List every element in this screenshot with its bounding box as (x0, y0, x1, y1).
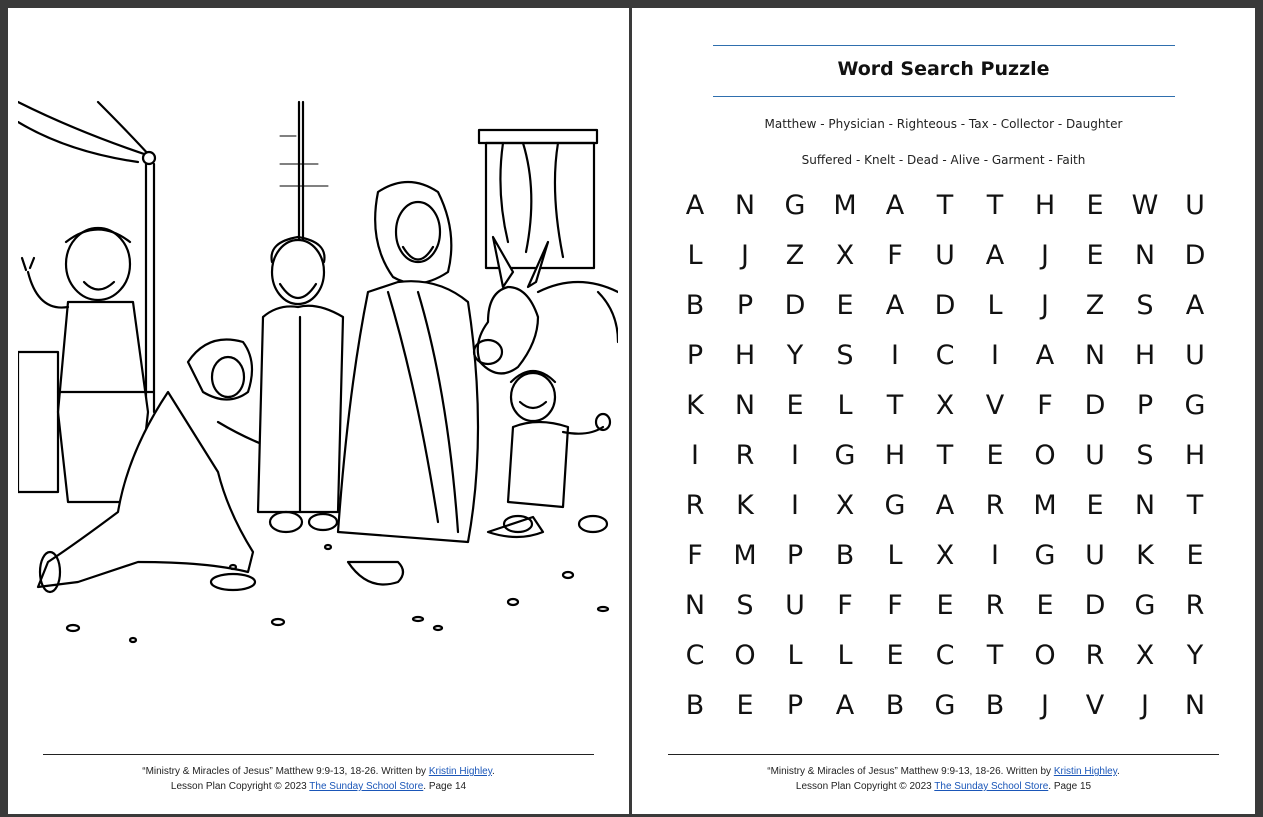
grid-letter: E (736, 689, 754, 721)
grid-letter: G (1134, 589, 1156, 621)
grid-letter: O (1034, 439, 1056, 471)
grid-letter: B (685, 289, 705, 321)
grid-letter: N (734, 389, 756, 421)
page-footer (632, 764, 1255, 794)
grid-letter: E (936, 589, 954, 621)
grid-letter: T (986, 639, 1004, 671)
grid-letter: R (685, 489, 705, 521)
grid-letter: P (1136, 389, 1154, 421)
grid-letter: Z (785, 239, 805, 271)
grid-letter: A (985, 239, 1005, 271)
grid-letter: G (1034, 539, 1056, 571)
grid-letter: N (1084, 339, 1106, 371)
grid-letter: K (736, 489, 754, 521)
footer-rule (668, 754, 1219, 755)
footer-text: . Page 15 (1048, 781, 1092, 792)
grid-letter: C (935, 339, 955, 371)
grid-letter: S (836, 339, 854, 371)
word-list-line-2: Suffered - Knelt - Dead - Alive - Garment - Faith (801, 153, 1086, 167)
grid-letter: G (834, 439, 856, 471)
grid-letter: F (887, 239, 903, 271)
grid-letter: T (1186, 489, 1204, 521)
grid-letter: S (1136, 439, 1154, 471)
grid-letter: T (936, 439, 954, 471)
grid-letter: F (1037, 389, 1053, 421)
footer-line-1 (8, 764, 629, 779)
word-list-line-1: Matthew - Physician - Righteous - Tax - Collector - Daughter (764, 117, 1123, 131)
grid-letter: G (784, 189, 806, 221)
grid-letter: I (991, 339, 999, 371)
footer-text: . (491, 766, 495, 777)
title-rule-bottom (713, 96, 1175, 97)
grid-letter: O (1034, 639, 1056, 671)
grid-letter: E (1086, 489, 1104, 521)
grid-letter: A (685, 189, 705, 221)
grid-letter: H (1184, 439, 1206, 471)
store-link[interactable]: The Sunday School Store (309, 781, 424, 792)
grid-letter: A (935, 489, 955, 521)
grid-letter: U (785, 589, 805, 621)
grid-letter: T (936, 189, 954, 221)
grid-letter: E (986, 439, 1004, 471)
right-page (632, 8, 1255, 814)
title-rule-top (713, 45, 1175, 46)
grid-letter: X (935, 539, 955, 571)
grid-letter: N (734, 189, 756, 221)
footer-text: Lesson Plan Copyright © 2023 (795, 781, 935, 792)
grid-letter: E (886, 639, 904, 671)
grid-letter: N (1184, 689, 1206, 721)
grid-letter: E (836, 289, 854, 321)
grid-letter: A (885, 189, 905, 221)
grid-letter: B (985, 689, 1005, 721)
footer-text: “Ministry & Miracles of Jesus” Matthew 9:9-13, 18-26. Written by (142, 766, 429, 777)
grid-letter: F (687, 539, 703, 571)
grid-letter: B (685, 689, 705, 721)
grid-letter: P (786, 539, 804, 571)
grid-letter: N (1134, 239, 1156, 271)
grid-letter: D (784, 289, 806, 321)
grid-letter: F (887, 589, 903, 621)
grid-letter: X (835, 489, 855, 521)
grid-letter: D (1084, 589, 1106, 621)
grid-letter: R (735, 439, 755, 471)
grid-letter: E (1086, 189, 1104, 221)
grid-letter: L (887, 539, 903, 571)
footer-text: . (1116, 766, 1120, 777)
grid-letter: T (986, 189, 1004, 221)
grid-letter: I (791, 439, 799, 471)
grid-letter: B (885, 689, 905, 721)
grid-letter: L (687, 239, 703, 271)
grid-letter: V (985, 389, 1005, 421)
grid-letter: U (1185, 189, 1205, 221)
grid-letter: W (1131, 189, 1159, 221)
footer-text: “Ministry & Miracles of Jesus” Matthew 9:9-13, 18-26. Written by (767, 766, 1054, 777)
grid-letter: H (734, 339, 756, 371)
grid-letter: I (991, 539, 999, 571)
grid-letter: R (985, 489, 1005, 521)
grid-letter: S (736, 589, 754, 621)
grid-letter: J (1041, 239, 1049, 271)
grid-letter: A (835, 689, 855, 721)
grid-letter: M (733, 539, 757, 571)
grid-letter: U (1085, 439, 1105, 471)
grid-letter: I (691, 439, 699, 471)
grid-letter: R (985, 589, 1005, 621)
grid-letter: V (1085, 689, 1105, 721)
left-page (8, 8, 629, 814)
grid-letter: A (1185, 289, 1205, 321)
grid-letter: P (786, 689, 804, 721)
grid-letter: C (935, 639, 955, 671)
grid-letter: E (1036, 589, 1054, 621)
grid-letter: E (1086, 239, 1104, 271)
grid-letter: J (1041, 289, 1049, 321)
grid-letter: I (791, 489, 799, 521)
grid-letter: O (734, 639, 756, 671)
footer-line-2 (8, 779, 629, 794)
puzzle-title: Word Search Puzzle (837, 58, 1050, 80)
grid-letter: X (835, 239, 855, 271)
grid-letter: G (884, 489, 906, 521)
grid-letter: Z (1085, 289, 1105, 321)
grid-letter: A (1035, 339, 1055, 371)
store-link[interactable]: The Sunday School Store (934, 781, 1049, 792)
grid-letter: P (736, 289, 754, 321)
grid-letter: I (891, 339, 899, 371)
footer-rule (43, 754, 594, 755)
grid-letter: D (934, 289, 956, 321)
grid-letter: H (1034, 189, 1056, 221)
grid-letter: H (884, 439, 906, 471)
grid-letter: M (1033, 489, 1057, 521)
grid-letter: G (1184, 389, 1206, 421)
grid-letter: R (1085, 639, 1105, 671)
author-link[interactable]: Kristin Highley (1053, 766, 1117, 777)
grid-letter: E (1186, 539, 1204, 571)
grid-letter: A (885, 289, 905, 321)
grid-letter: J (741, 239, 749, 271)
grid-letter: P (686, 339, 704, 371)
grid-letter: U (1185, 339, 1205, 371)
grid-letter: E (786, 389, 804, 421)
grid-letter: J (1141, 689, 1149, 721)
page-footer (8, 764, 629, 794)
grid-letter: G (934, 689, 956, 721)
grid-letter: N (1134, 489, 1156, 521)
grid-letter: L (837, 389, 853, 421)
footer-line-2 (632, 779, 1255, 794)
grid-letter: T (886, 389, 904, 421)
footer-text: Lesson Plan Copyright © 2023 (170, 781, 310, 792)
grid-letter: J (1041, 689, 1049, 721)
grid-letter: Y (1186, 639, 1204, 671)
word-search-grid (670, 180, 1220, 730)
grid-letter: H (1134, 339, 1156, 371)
grid-letter: C (685, 639, 705, 671)
grid-letter: M (833, 189, 857, 221)
grid-letter: X (1135, 639, 1155, 671)
grid-letter: X (935, 389, 955, 421)
grid-letter: U (935, 239, 955, 271)
grid-letter: F (837, 589, 853, 621)
grid-letter: S (1136, 289, 1154, 321)
grid-letter: N (684, 589, 706, 621)
grid-letter: L (837, 639, 853, 671)
grid-letter: D (1184, 239, 1206, 271)
grid-letter: R (1185, 589, 1205, 621)
jesus-crowd-coloring-illustration (18, 92, 618, 652)
grid-letter: K (1136, 539, 1154, 571)
grid-letter: K (686, 389, 704, 421)
grid-letter: U (1085, 539, 1105, 571)
grid-letter: D (1084, 389, 1106, 421)
grid-letter: L (987, 289, 1003, 321)
author-link[interactable]: Kristin Highley (428, 766, 492, 777)
footer-text: . Page 14 (423, 781, 467, 792)
grid-letter: Y (786, 339, 804, 371)
grid-letter: L (787, 639, 803, 671)
footer-line-1 (632, 764, 1255, 779)
grid-letter: B (835, 539, 855, 571)
